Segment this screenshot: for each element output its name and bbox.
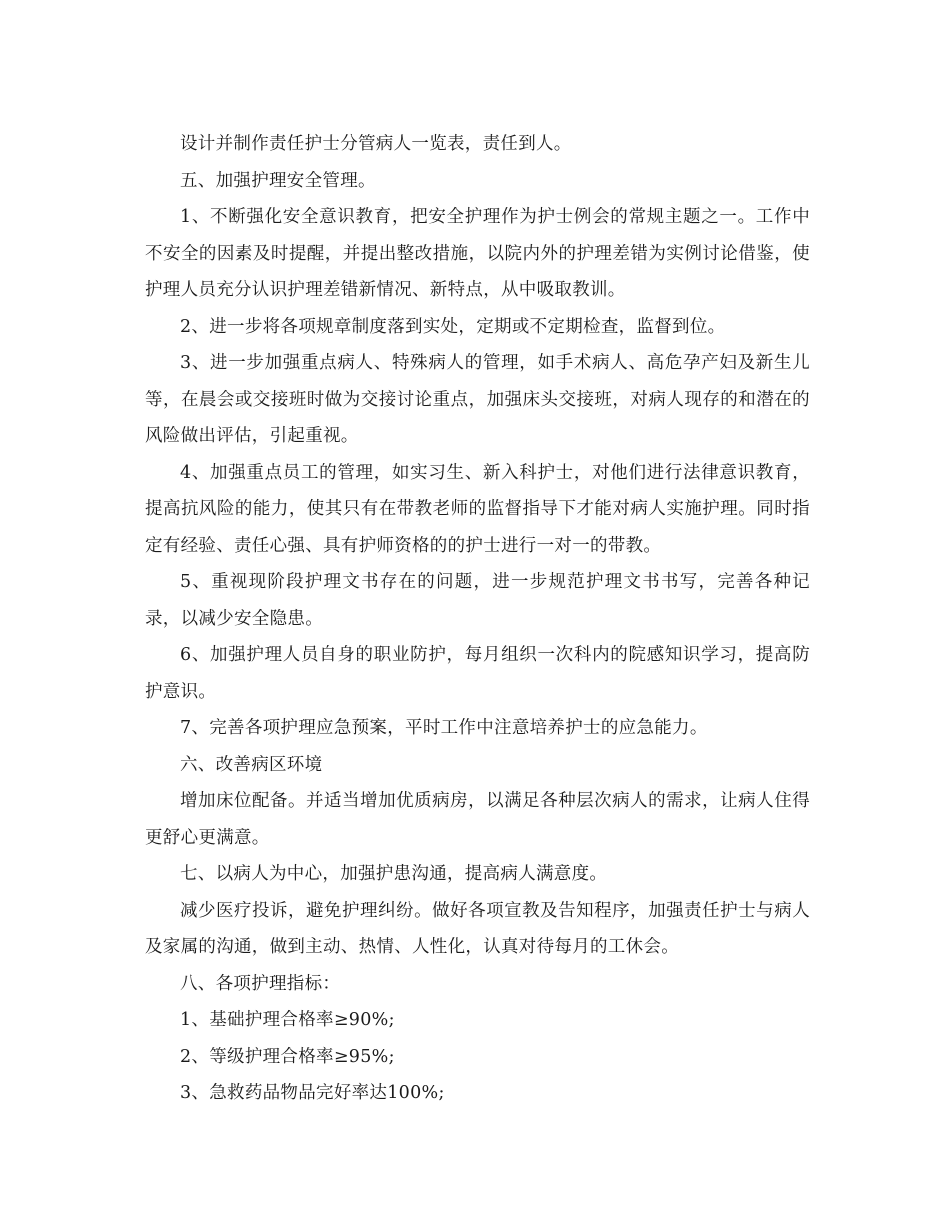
heading-ward-environment: 六、改善病区环境: [180, 754, 323, 775]
document-body: [145, 126, 810, 1112]
paragraph-ward-environment: 增加床位配备。并适当增加优质病房，以满足各种层次病人的需求，让病人住得更舒心更满意。: [145, 791, 810, 848]
paragraph-safety-item-1: 1、不断强化安全意识教育，把安全护理作为护士例会的常规主题之一。工作中不安全的因素及时提醒，并提出整改措施，以院内外的护理差错为实例讨论借鉴，使护理人员充分认识护理差错新情况、新特点，从中吸取教训。: [145, 207, 810, 300]
indicator-grade-nursing: 2、等级护理合格率≥95%;: [180, 1046, 395, 1067]
paragraph-safety-item-6: 6、加强护理人员自身的职业防护，每月组织一次科内的院感知识学习，提高防护意识。: [145, 645, 810, 702]
paragraph-responsibility-table: 设计并制作责任护士分管病人一览表，责任到人。: [180, 134, 572, 154]
indicator-emergency-supplies: 3、急救药品物品完好率达100%;: [180, 1083, 445, 1103]
indicator-basic-nursing: 1、基础护理合格率≥90%;: [180, 1010, 395, 1030]
paragraph-safety-item-3: 3、进一步加强重点病人、特殊病人的管理，如手术病人、高危孕产妇及新生儿等，在晨会或交接班时做为交接讨论重点，加强床头交接班，对病人现存的和潜在的风险做出评估，引起重视。: [145, 353, 810, 446]
paragraph-safety-item-4: 4、加强重点员工的管理，如实习生、新入科护士，对他们进行法律意识教育，提高抗风险的能力，使其只有在带教老师的监督指导下才能对病人实施护理。同时指定有经验、责任心强、具有护师资格的的护士进行一对一的带教。: [145, 462, 810, 556]
paragraph-safety-item-2: 2、进一步将各项规章制度落到实处，定期或不定期检查，监督到位。: [180, 316, 726, 337]
paragraph-safety-item-5: 5、重视现阶段护理文书存在的问题，进一步规范护理文书书写，完善各种记录，以减少安全隐患。: [145, 572, 810, 629]
paragraph-safety-item-7: 7、完善各项护理应急预案，平时工作中注意培养护士的应急能力。: [180, 718, 708, 738]
paragraph-patient-communication: 减少医疗投诉，避免护理纠纷。做好各项宣教及告知程序，加强责任护士与病人及家属的沟通，做到主动、热情、人性化，认真对待每月的工休会。: [145, 900, 810, 957]
heading-safety-management: 五、加强护理安全管理。: [180, 170, 376, 191]
heading-patient-centered: 七、以病人为中心，加强护患沟通，提高病人满意度。: [180, 864, 608, 884]
heading-nursing-indicators: 八、各项护理指标：: [180, 973, 341, 994]
